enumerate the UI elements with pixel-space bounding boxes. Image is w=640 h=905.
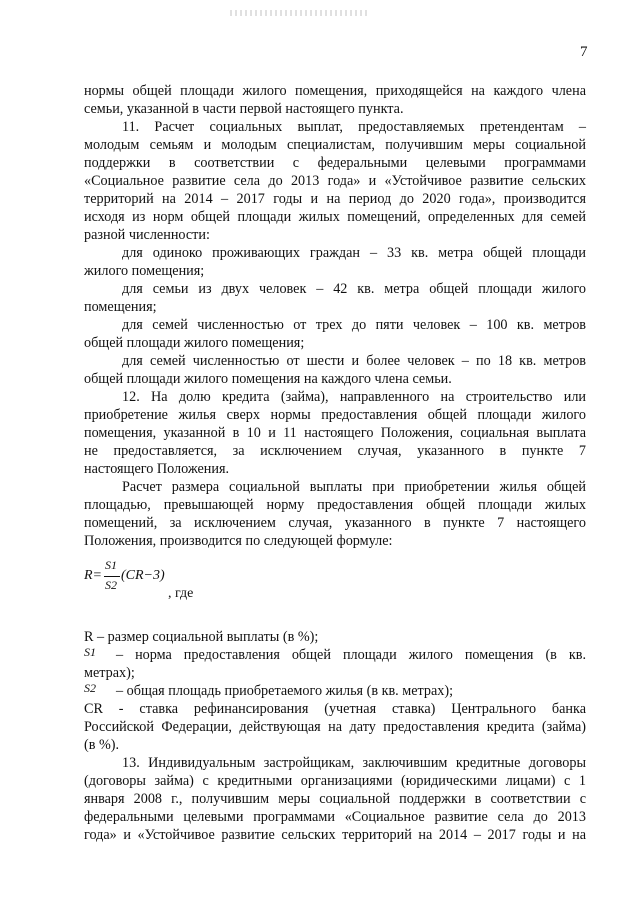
text-line: «Социальное развитие села до 2013 года» и «Устойчивое развитие сельских [84, 173, 586, 189]
symbol-s2: S2 [84, 681, 96, 695]
text-line: территорий на 2014 – 2017 годы и на период до 2020 года», производится [84, 191, 586, 207]
text-line: семьи, указанной в части первой настоящего пункта. [84, 101, 404, 117]
scan-artifact [230, 10, 370, 16]
text-line: CR - ставка рефинансирования (учетная ставка) Центрального банка [84, 701, 586, 717]
text-line: исходя из норм общей площади жилых помещений, определенных для семей [84, 209, 586, 225]
text-line: приобретение жилья сверх нормы предоставления общей площади жилого [84, 407, 586, 423]
text-line: R – размер социальной выплаты (в %); [84, 629, 319, 645]
formula-denominator: S2 [105, 578, 117, 592]
text-line: нормы общей площади жилого помещения, приходящейся на каждого члена [84, 83, 586, 99]
text-line: помещений, за исключением случая, указанного в пункте 7 настоящего [84, 515, 586, 531]
text-line: 13. Индивидуальным застройщикам, заключившим кредитные договоры [122, 755, 586, 771]
text-line: Расчет размера социальной выплаты при приобретении жилья общей [122, 479, 586, 495]
text-line: для семей численностью от трех до пяти человек – 100 кв. метров [122, 317, 586, 333]
text-line: Российской Федерации, действующая на дату предоставления кредита (займа) [84, 719, 586, 735]
text-line: для одиноко проживающих граждан – 33 кв. метра общей площади [122, 245, 586, 261]
text-line: не предоставляется, за исключением случая, указанного в пункте 7 [84, 443, 586, 459]
symbol-s1: S1 [84, 645, 96, 659]
text-line: для семей численностью от шести и более человек – по 18 кв. метров [122, 353, 586, 369]
text-line: 11. Расчет социальных выплат, предоставляемых претендентам – [122, 119, 586, 135]
formula-numerator: S1 [105, 558, 117, 572]
text-line: Положения, производится по следующей формуле: [84, 533, 393, 549]
text-line: настоящего Положения. [84, 461, 230, 477]
fraction-bar [104, 576, 120, 577]
text-line: разной численности: [84, 227, 210, 243]
text-line: жилого помещения; [84, 263, 205, 279]
text-line: – общая площадь приобретаемого жилья (в кв. метрах); [116, 683, 454, 699]
text-line: 12. На долю кредита (займа), направленного на строительство или [122, 389, 586, 405]
text-line: января 2008 г., получившим меры социальной поддержки в соответствии с [84, 791, 586, 807]
formula-lhs: R= [84, 568, 102, 583]
text-line: – норма предоставления общей площади жилого помещения (в кв. [116, 647, 586, 663]
text-line: общей площади жилого помещения; [84, 335, 305, 351]
text-line: метрах); [84, 665, 135, 681]
text-line: года» и «Устойчивое развитие сельских территорий на 2014 – 2017 годы и на [84, 827, 586, 843]
formula-rhs: (CR−3) [121, 568, 165, 583]
text-line: (договоры займа) с кредитными организациями (юридическими лицами) с 1 [84, 773, 586, 789]
text-line: общей площади жилого помещения на каждого члена семьи. [84, 371, 452, 387]
formula-suffix: , где [168, 586, 194, 601]
text-line: для семьи из двух человек – 42 кв. метра общей площади жилого [122, 281, 586, 297]
text-line: помещения, указанной в 10 и 11 настоящего Положения, социальная выплата [84, 425, 586, 441]
text-line: поддержки в соответствии с федеральными целевыми программами [84, 155, 586, 171]
text-line: (в %). [84, 737, 120, 753]
page-number: 7 [580, 44, 588, 60]
text-line: помещения; [84, 299, 157, 315]
text-line: площадью, превышающей норму предоставления общей площади жилых [84, 497, 586, 513]
text-line: федеральными целевыми программами «Социальное развитие села до 2013 [84, 809, 586, 825]
text-line: молодым семьям и молодым специалистам, получившим меры социальной [84, 137, 586, 153]
